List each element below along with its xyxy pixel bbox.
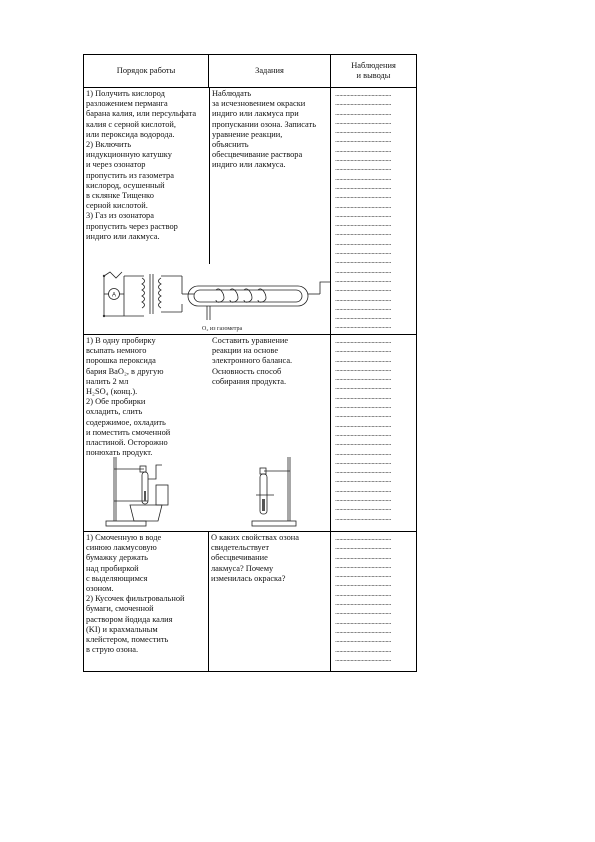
row2-procedure-line: 2) Обе пробирки (86, 397, 146, 407)
row2-procedure-line: содержимое, охладить (86, 417, 166, 427)
ammeter-label: A (112, 292, 117, 299)
row2-procedure-line: всыпать немного (86, 346, 147, 356)
ozonator-apparatus-figure (84, 264, 331, 334)
row2-procedure-line: налить 2 мл (86, 376, 129, 386)
row2-procedure-line: охладить, слить (86, 407, 143, 417)
row1-merged-cell (84, 88, 331, 335)
table-row (84, 335, 417, 532)
table-row (84, 88, 417, 335)
row2-merged-cell (84, 335, 331, 532)
table-row (84, 532, 417, 672)
row2-procedure-line: и поместить смоченной (86, 427, 171, 437)
header-procedure: Порядок работы (84, 55, 209, 88)
row2-procedure-line: порошка пероксида (86, 356, 156, 366)
row1-observations: ........................................ ........................................ ........................................ ........................................ ........................................ ........................................ ........................................ ........................................ ........................................ ........................................ ........................................ ........................................ ........................................ ........................................ ........................................ ........................................ ........................................ ........................................ ........................................ ........................................ ........................................ ........................................ ........................................ ........................................ ........................................ ........................................ (331, 88, 417, 335)
row1-procedure: 1) Получить кислород разложением перманга барана калия, или персульфата калия с серной кислотой, или пероксида водорода. 2) Включить индукционную катушку и через озонатор пропустить из газометра кислород, осушенный в склянке Тищенко серной кислотой. 3) Газ из озонатора пропустить через раствор индиго или лакмуса. (86, 89, 197, 241)
header-row (84, 55, 417, 88)
row2-procedure (86, 336, 208, 458)
lab-table (83, 54, 417, 672)
row1-column-divider (209, 88, 210, 264)
row2-observations: ........................................ ........................................ ........................................ ........................................ ........................................ ........................................ ........................................ ........................................ ........................................ ........................................ ........................................ ........................................ ........................................ ........................................ ........................................ ........................................ ........................................ ........................................ ........................................ ........................................ (331, 335, 417, 532)
row3-observations: ........................................ ........................................ ........................................ ........................................ ........................................ ........................................ ........................................ ........................................ ........................................ ........................................ ........................................ ........................................ ........................................ ........................................ (331, 532, 417, 672)
row3-procedure: 1) Смоченную в воде синюю лакмусовую бумажку держать над пробиркой с выделяющимся озоном. 2) Кусочек фильтровальной бумаги, смоченной раствором йодида калия (KI) и крахмальным клейстером, поместить в струю озона. (84, 532, 209, 672)
header-observations: Наблюдения и выводы (331, 55, 417, 88)
stand-apparatus-figure (104, 455, 304, 529)
row2-procedure-line: пластиной. Осторожно (86, 438, 168, 448)
oxygen-source-label: О₂ из газометра (202, 326, 243, 332)
lab-worksheet (83, 54, 416, 672)
row1-task: Наблюдать за исчезновением окраски индиго или лакмуса при пропускании озона. Записать уравнение реакции, объяснить обесцвечивание раствора индиго или лакмуса. (212, 89, 317, 170)
row3-task: О каких свойствах озона свидетельствует обесцвечивание лакмуса? Почему изменилась окраска? (209, 532, 331, 672)
header-task: Задания (209, 55, 331, 88)
row2-procedure-line: бария BaO₂, в другую (86, 366, 164, 376)
row2-procedure-line: понюхать продукт. (86, 448, 153, 458)
row2-procedure-line: 1) В одну пробирку (86, 336, 156, 345)
row2-task: Составить уравнение реакции на основе электронного баланса. Основность способ собирания продукта. (212, 336, 293, 386)
row2-procedure-line: H₂SO₄ (конц.). (86, 387, 138, 397)
